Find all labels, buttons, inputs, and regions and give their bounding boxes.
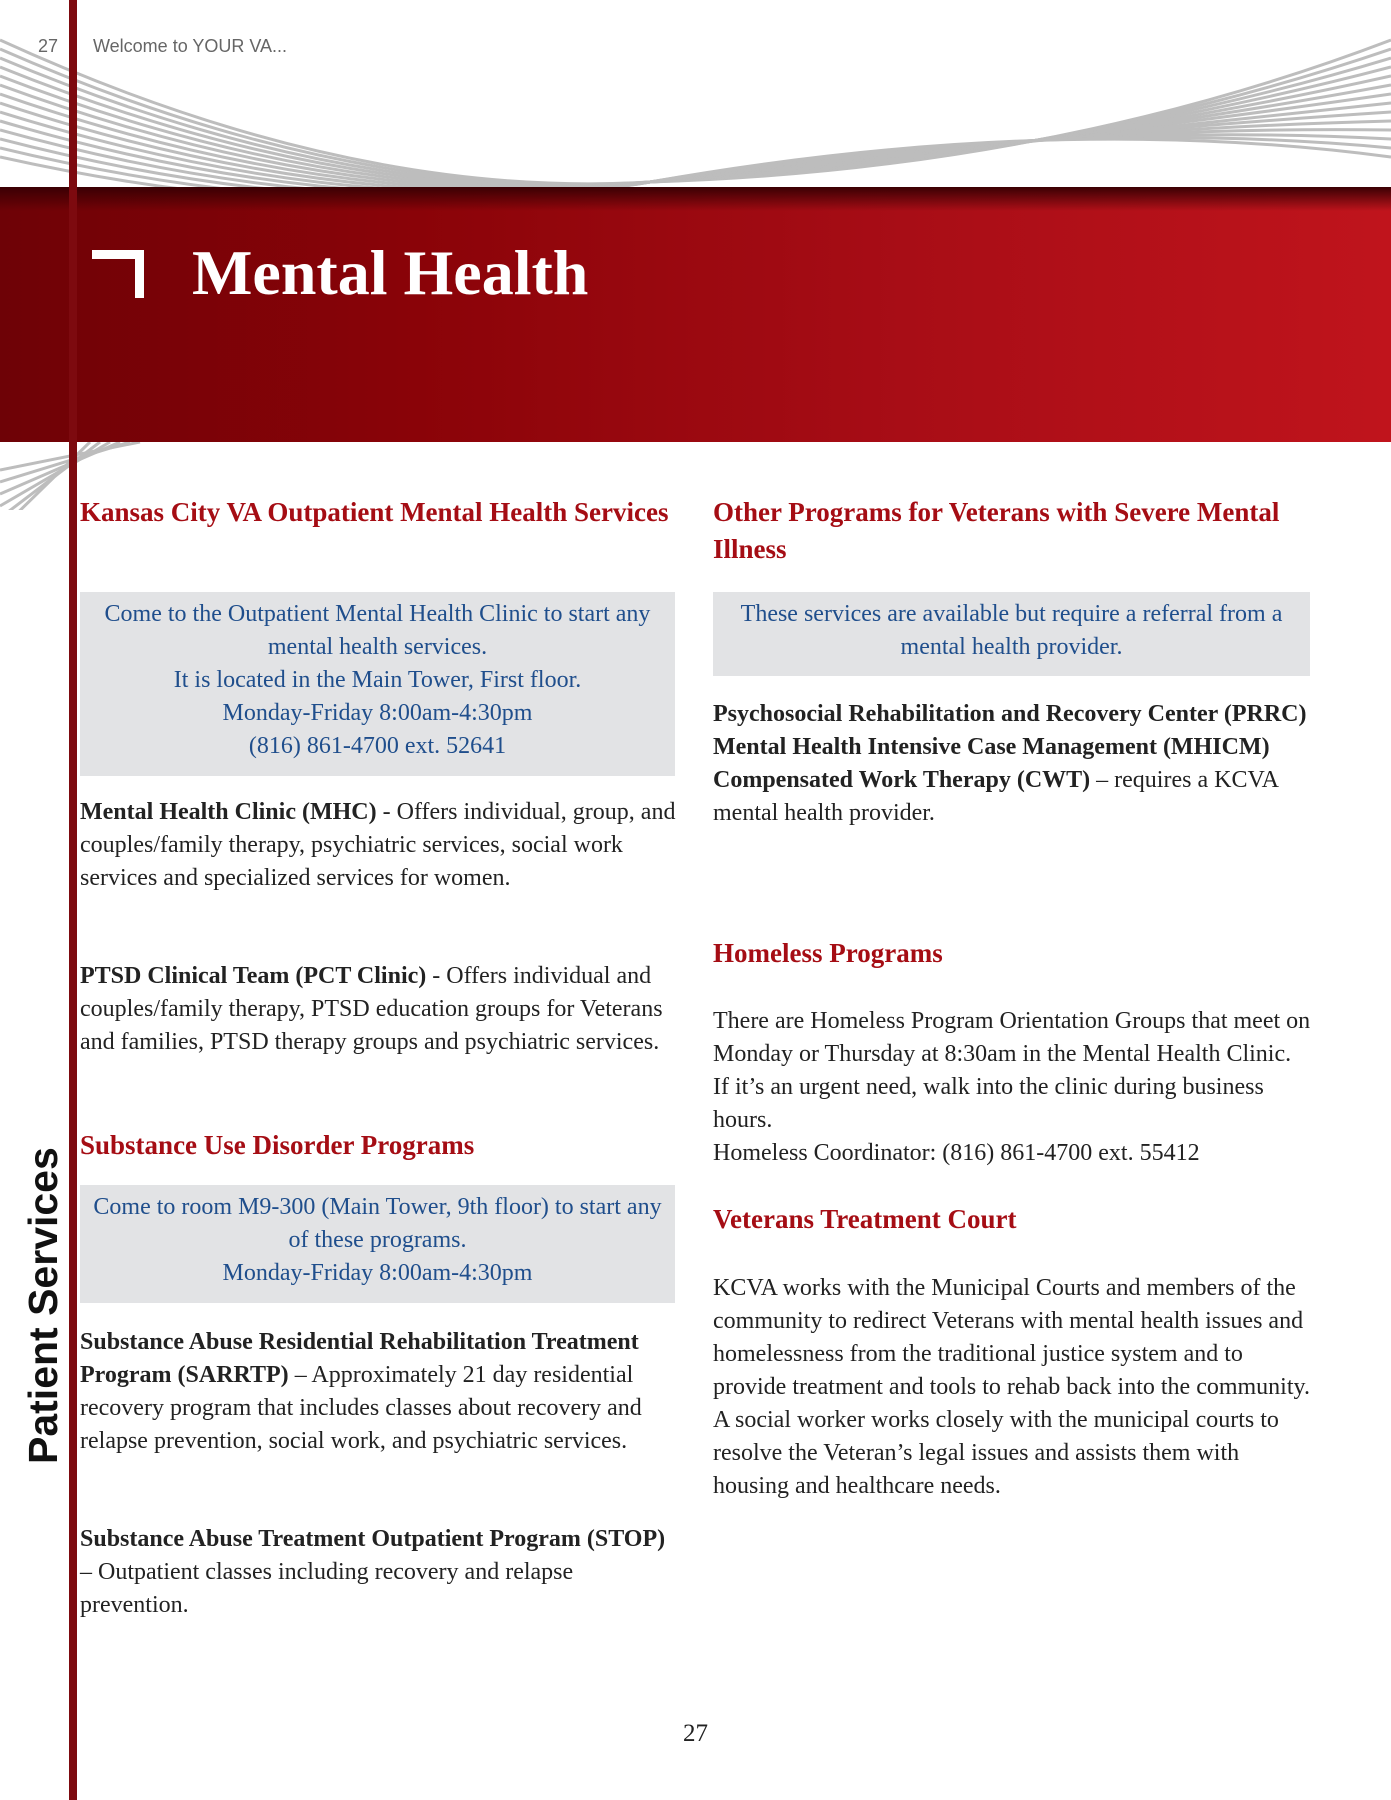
- sarrtp-name: Substance Abuse Residential Rehabilitation Treatment Program (SARRTP): [80, 1329, 639, 1388]
- heading-outpatient: Kansas City VA Outpatient Mental Health Services: [80, 497, 669, 527]
- page-title: Mental Health: [192, 237, 589, 308]
- heading-court: Veterans Treatment Court: [713, 1204, 1017, 1234]
- sarrtp-paragraph: [80, 1326, 680, 1458]
- info-box-outpatient: [80, 592, 675, 776]
- cwt-text: – requires a KCVA mental health provider.: [713, 767, 1278, 826]
- mhicm-name: Mental Health Intensive Case Management (MHICM): [713, 734, 1270, 760]
- ptsd-paragraph: [80, 960, 680, 1059]
- box-line: Come to room M9-300 (Main Tower, 9th floor) to start any of these programs.: [93, 1194, 662, 1253]
- header-page-number: 27: [38, 36, 59, 56]
- stop-name: Substance Abuse Treatment Outpatient Program (STOP): [80, 1526, 666, 1552]
- margin-rule: [69, 0, 77, 1800]
- heading-homeless: Homeless Programs: [713, 938, 943, 968]
- info-box-referral: These services are available but require a referral from a mental health provider.: [713, 592, 1310, 676]
- box-line: Monday-Friday 8:00am-4:30pm: [222, 700, 533, 726]
- box-line: Monday-Friday 8:00am-4:30pm: [222, 1260, 533, 1286]
- heading-other-programs: Other Programs for Veterans with Severe Mental Illness: [713, 497, 1280, 564]
- homeless-text: There are Homeless Program Orientation Groups that meet on Monday or Thursday at 8:30am in the Mental Health Clinic. If it’s an urgent need, walk into the clinic during business hours.: [713, 1008, 1311, 1133]
- info-box-substance: [80, 1185, 675, 1303]
- section-tab: Patient Services: [20, 1147, 66, 1464]
- corner-bracket-icon: [92, 250, 144, 298]
- mhc-text: - Offers individual, group, and couples/family therapy, psychiatric services, social work services and specialized services for women.: [80, 799, 676, 891]
- court-paragraph: KCVA works with the Municipal Courts and members of the community to redirect Veterans with mental health issues and homelessness from the traditional justice system and to provide treatment and tools to rehab back into the community. A social worker works closely with the municipal courts to resolve the Veteran’s legal issues and assists them with housing and healthcare needs.: [713, 1275, 1310, 1499]
- ptsd-text: - Offers individual and couples/family therapy, PTSD education groups for Veterans and families, PTSD therapy groups and psychiatric services.: [80, 963, 663, 1055]
- heading-substance: Substance Use Disorder Programs: [80, 1130, 475, 1160]
- homeless-paragraph: [713, 1005, 1313, 1170]
- cwt-name: Compensated Work Therapy (CWT): [713, 767, 1091, 793]
- box-line: (816) 861-4700 ext. 52641: [248, 733, 507, 759]
- box-line: It is located in the Main Tower, First floor.: [173, 667, 582, 693]
- footer-page-number: 27: [683, 1720, 708, 1747]
- running-title: Welcome to YOUR VA...: [93, 36, 288, 56]
- curve-line: [0, 442, 130, 482]
- stop-paragraph: [80, 1523, 680, 1622]
- prrc-name: Psychosocial Rehabilitation and Recovery Center (PRRC): [713, 701, 1307, 727]
- ptsd-name: PTSD Clinical Team (PCT Clinic): [80, 963, 427, 989]
- box-line: Come to the Outpatient Mental Health Clinic to start any mental health services.: [104, 601, 651, 660]
- stop-text: – Outpatient classes including recovery and relapse prevention.: [80, 1559, 574, 1618]
- curve-line: [0, 442, 120, 494]
- homeless-coordinator: Homeless Coordinator: (816) 861-4700 ext. 55412: [713, 1140, 1200, 1166]
- mhc-name: Mental Health Clinic (MHC): [80, 799, 377, 825]
- sarrtp-text: – Approximately 21 day residential recovery program that includes classes about recovery and relapse prevention, social work, and psychiatric services.: [80, 1362, 642, 1454]
- mhc-paragraph: [80, 796, 680, 895]
- title-banner: [0, 187, 1391, 442]
- programs-list: [713, 698, 1313, 830]
